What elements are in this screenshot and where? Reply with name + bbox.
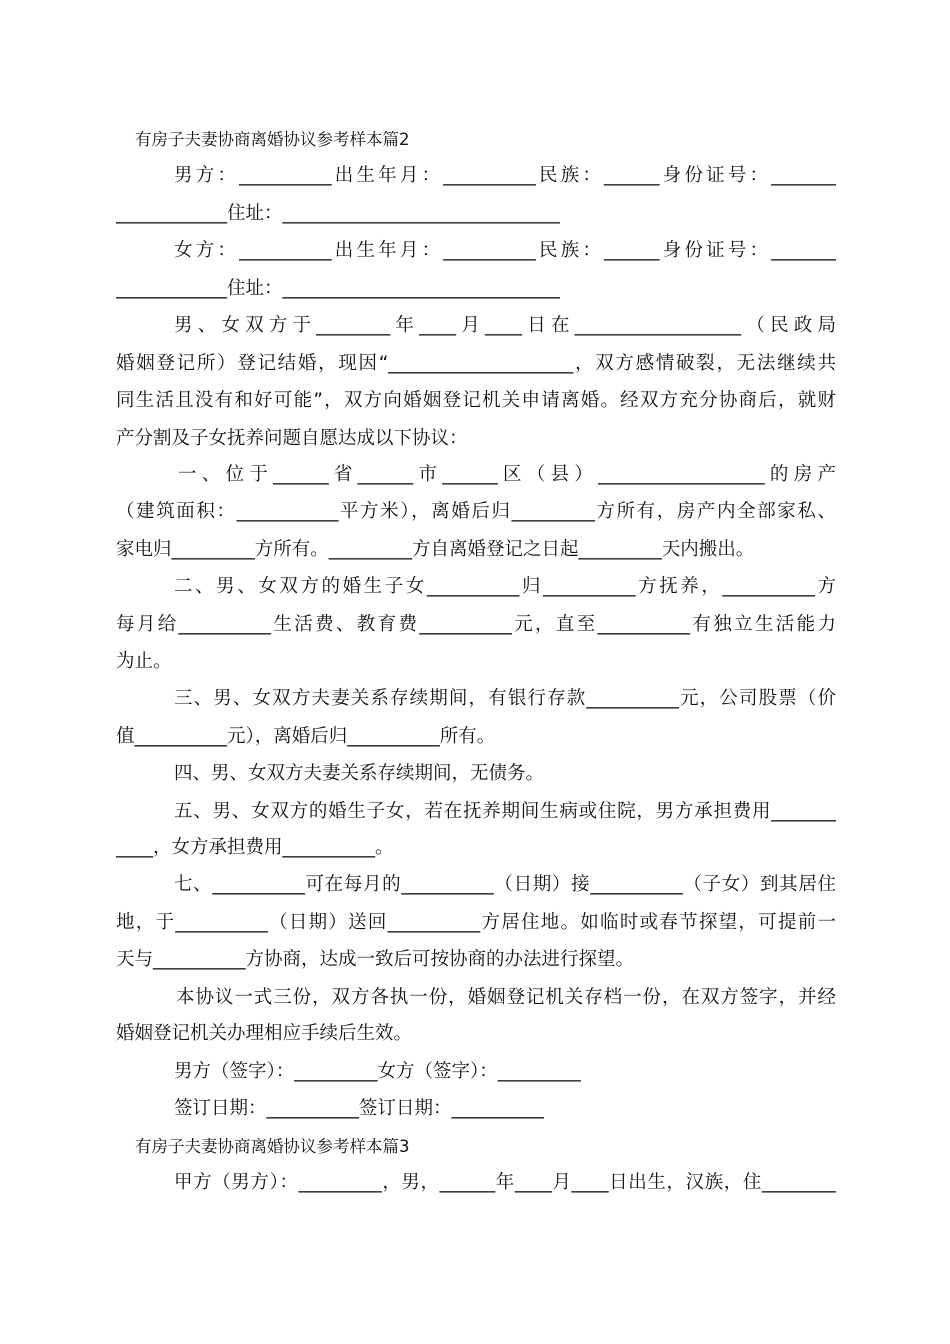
text-line: ____________住址：______________________________ [116,203,561,224]
text-line: 本协议一式三份，双方各执一份，婚姻登记机关存档一份，在双方签字，并经 [176,987,836,1008]
text-line: 甲方（男方）：_________，男，______年____月____日出生，汉族，住________ [174,1172,836,1193]
text-line: 一、位于______省______市______区（县）__________________的房产 [178,464,836,485]
signature-line: 男方（签字）：_________女方（签字）：_________ [174,1061,582,1082]
section-title: 有房子夫妻协商离婚协议参考样本篇3 [135,1137,410,1156]
text-line: 天与__________方协商，达成一致后可按协商的办法进行探望。 [116,949,635,970]
text-line: 产分割及子女抚养问题自愿达成以下协议： [116,428,468,449]
text-line: 五、男、女双方的婚生子女，若在抚养期间生病或住院，男方承担费用_______ [174,801,836,822]
text-line: 家电归_________方所有。_________方自离婚登记之日起_________天内搬出。 [116,539,755,560]
date-line: 签订日期：__________签订日期：__________ [174,1098,545,1119]
section-title: 有房子夫妻协商离婚协议参考样本篇2 [135,130,410,149]
text-line: 四、男、女双方夫妻关系存续期间，无债务。 [174,763,545,784]
text-line: 男方：__________出生年月：__________民族：______身份证号：_______ [174,165,836,186]
text-line: 女方：__________出生年月：__________民族：______身份证号：_______ [174,240,836,261]
text-line: 同生活且没有和好可能”，双方向婚姻登记机关申请离婚。经双方充分协商后，就财 [116,390,836,411]
text-line: 每月给__________生活费、教育费__________元，直至__________有独立生活能力 [116,614,836,635]
text-line: ____，女方承担费用__________。 [116,837,394,858]
text-line: 婚姻登记机关办理相应手续后生效。 [116,1023,413,1044]
text-line: 男、女双方于________年____月____日在__________________（民政局 [174,315,836,336]
text-line: 婚姻登记所）登记结婚，现因“____________________，双方感情破裂，无法继续共 [116,353,836,374]
text-line: 三、男、女双方夫妻关系存续期间，有银行存款__________元，公司股票（价 [174,688,836,709]
text-line: （建筑面积：___________平方米），离婚后归_________方所有，房产内全部家私、 [116,501,836,522]
text-line: 值__________元），离婚后归__________所有。 [116,726,496,747]
text-line: ____________住址：______________________________ [116,278,561,299]
text-line: 二、男、女双方的婚生子女__________归__________方抚养，__________方 [174,576,836,597]
text-line: 七、__________可在每月的__________（日期）接__________（子女）到其居住 [174,874,836,895]
text-line: 地，于__________（日期）送回__________方居住地。如临时或春节探望，可提前一 [116,912,836,933]
text-line: 为止。 [116,651,172,672]
